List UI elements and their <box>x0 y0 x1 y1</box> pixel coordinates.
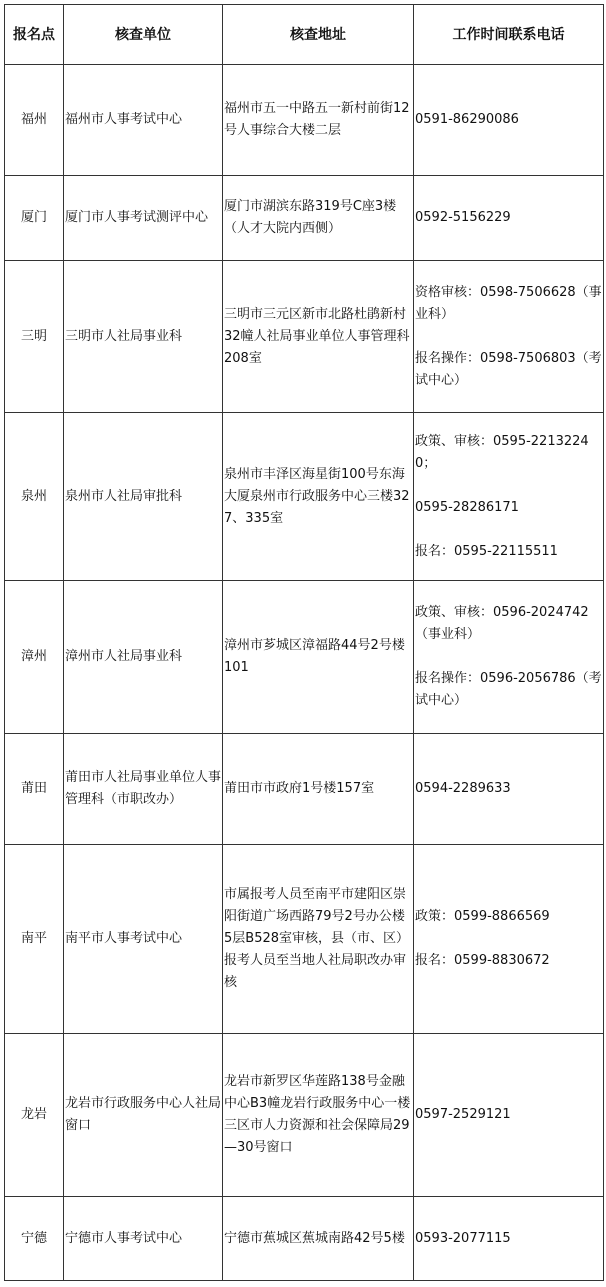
address-cell: 福州市五一中路五一新村前街12号人事综合大楼二层 <box>223 65 414 176</box>
site-cell: 龙岩 <box>5 1034 64 1197</box>
site-cell: 宁德 <box>5 1197 64 1281</box>
phone-cell <box>414 176 604 261</box>
phone-line: 0591-86290086 <box>415 112 519 127</box>
address-cell: 三明市三元区新市北路杜鹃新村32幢人社局事业单位人事管理科208室 <box>223 261 414 413</box>
phone-gap <box>415 646 602 668</box>
table-row <box>5 1197 604 1281</box>
unit-cell: 宁德市人事考试中心 <box>64 1197 223 1281</box>
phone-cell <box>414 261 604 413</box>
site-cell: 南平 <box>5 845 64 1034</box>
phone-line: 0592-5156229 <box>415 210 511 225</box>
address-cell: 厦门市湖滨东路319号C座3楼（人才大院内西侧） <box>223 176 414 261</box>
address-cell: 龙岩市新罗区华莲路138号金融中心B3幢龙岩行政服务中心一楼三区市人力资源和社会保障局29—30号窗口 <box>223 1034 414 1197</box>
phone-cell <box>414 845 604 1034</box>
phone-line: 报名操作：0596-2056786（考试中心） <box>415 671 602 708</box>
site-cell: 莆田 <box>5 734 64 845</box>
phone-line: 0597-2529121 <box>415 1107 511 1122</box>
contact-table <box>4 4 604 1281</box>
address-cell: 宁德市蕉城区蕉城南路42号5楼 <box>223 1197 414 1281</box>
unit-cell: 莆田市人社局事业单位人事管理科（市职改办） <box>64 734 223 845</box>
address-cell: 莆田市市政府1号楼157室 <box>223 734 414 845</box>
phone-cell <box>414 734 604 845</box>
site-cell: 漳州 <box>5 581 64 734</box>
phone-cell <box>414 581 604 734</box>
header-phone: 工作时间联系电话 <box>414 5 604 65</box>
phone-line: 政策：0599-8866569 <box>415 909 550 924</box>
unit-cell: 厦门市人事考试测评中心 <box>64 176 223 261</box>
site-cell: 泉州 <box>5 413 64 581</box>
phone-line: 报名操作：0598-7506803（考试中心） <box>415 350 602 388</box>
table-row <box>5 176 604 261</box>
site-cell: 三明 <box>5 261 64 413</box>
phone-gap <box>415 928 602 950</box>
table-row <box>5 1034 604 1197</box>
phone-line: 政策、审核：0596-2024742（事业科） <box>415 605 589 642</box>
site-cell: 福州 <box>5 65 64 176</box>
phone-cell <box>414 65 604 176</box>
header-site: 报名点 <box>5 5 64 65</box>
site-cell: 厦门 <box>5 176 64 261</box>
unit-cell: 龙岩市行政服务中心人社局窗口 <box>64 1034 223 1197</box>
unit-cell: 漳州市人社局事业科 <box>64 581 223 734</box>
address-cell: 泉州市丰泽区海星街100号东海大厦泉州市行政服务中心三楼327、335室 <box>223 413 414 581</box>
phone-line: 0594-2289633 <box>415 781 511 796</box>
table-row <box>5 65 604 176</box>
table-row <box>5 413 604 581</box>
table-row <box>5 845 604 1034</box>
address-cell: 漳州市芗城区漳福路44号2号楼101 <box>223 581 414 734</box>
table-header-row <box>5 5 604 65</box>
unit-cell: 福州市人事考试中心 <box>64 65 223 176</box>
phone-gap <box>415 475 602 497</box>
phone-line: 0595-28286171 <box>415 499 519 515</box>
address-cell: 市属报考人员至南平市建阳区崇阳街道广场西路79号2号办公楼 5层B528室审核，县（市、区）报考人员至当地人社局职改办审核 <box>223 845 414 1034</box>
unit-cell: 三明市人社局事业科 <box>64 261 223 413</box>
table-row <box>5 261 604 413</box>
phone-cell <box>414 1034 604 1197</box>
unit-cell: 南平市人事考试中心 <box>64 845 223 1034</box>
phone-line: 政策、审核：0595-22132240； <box>415 433 589 471</box>
phone-gap <box>415 326 602 348</box>
table-body <box>5 65 604 1281</box>
phone-cell <box>414 1197 604 1281</box>
phone-line: 资格审核：0598-7506628（事业科） <box>415 284 602 322</box>
phone-line: 报名：0599-8830672 <box>415 953 550 968</box>
phone-gap <box>415 519 602 541</box>
header-unit: 核查单位 <box>64 5 223 65</box>
phone-line: 0593-2077115 <box>415 1230 511 1246</box>
header-address: 核查地址 <box>223 5 414 65</box>
phone-line: 报名：0595-22115511 <box>415 543 558 559</box>
table-row <box>5 581 604 734</box>
unit-cell: 泉州市人社局审批科 <box>64 413 223 581</box>
phone-cell <box>414 413 604 581</box>
table-row <box>5 734 604 845</box>
